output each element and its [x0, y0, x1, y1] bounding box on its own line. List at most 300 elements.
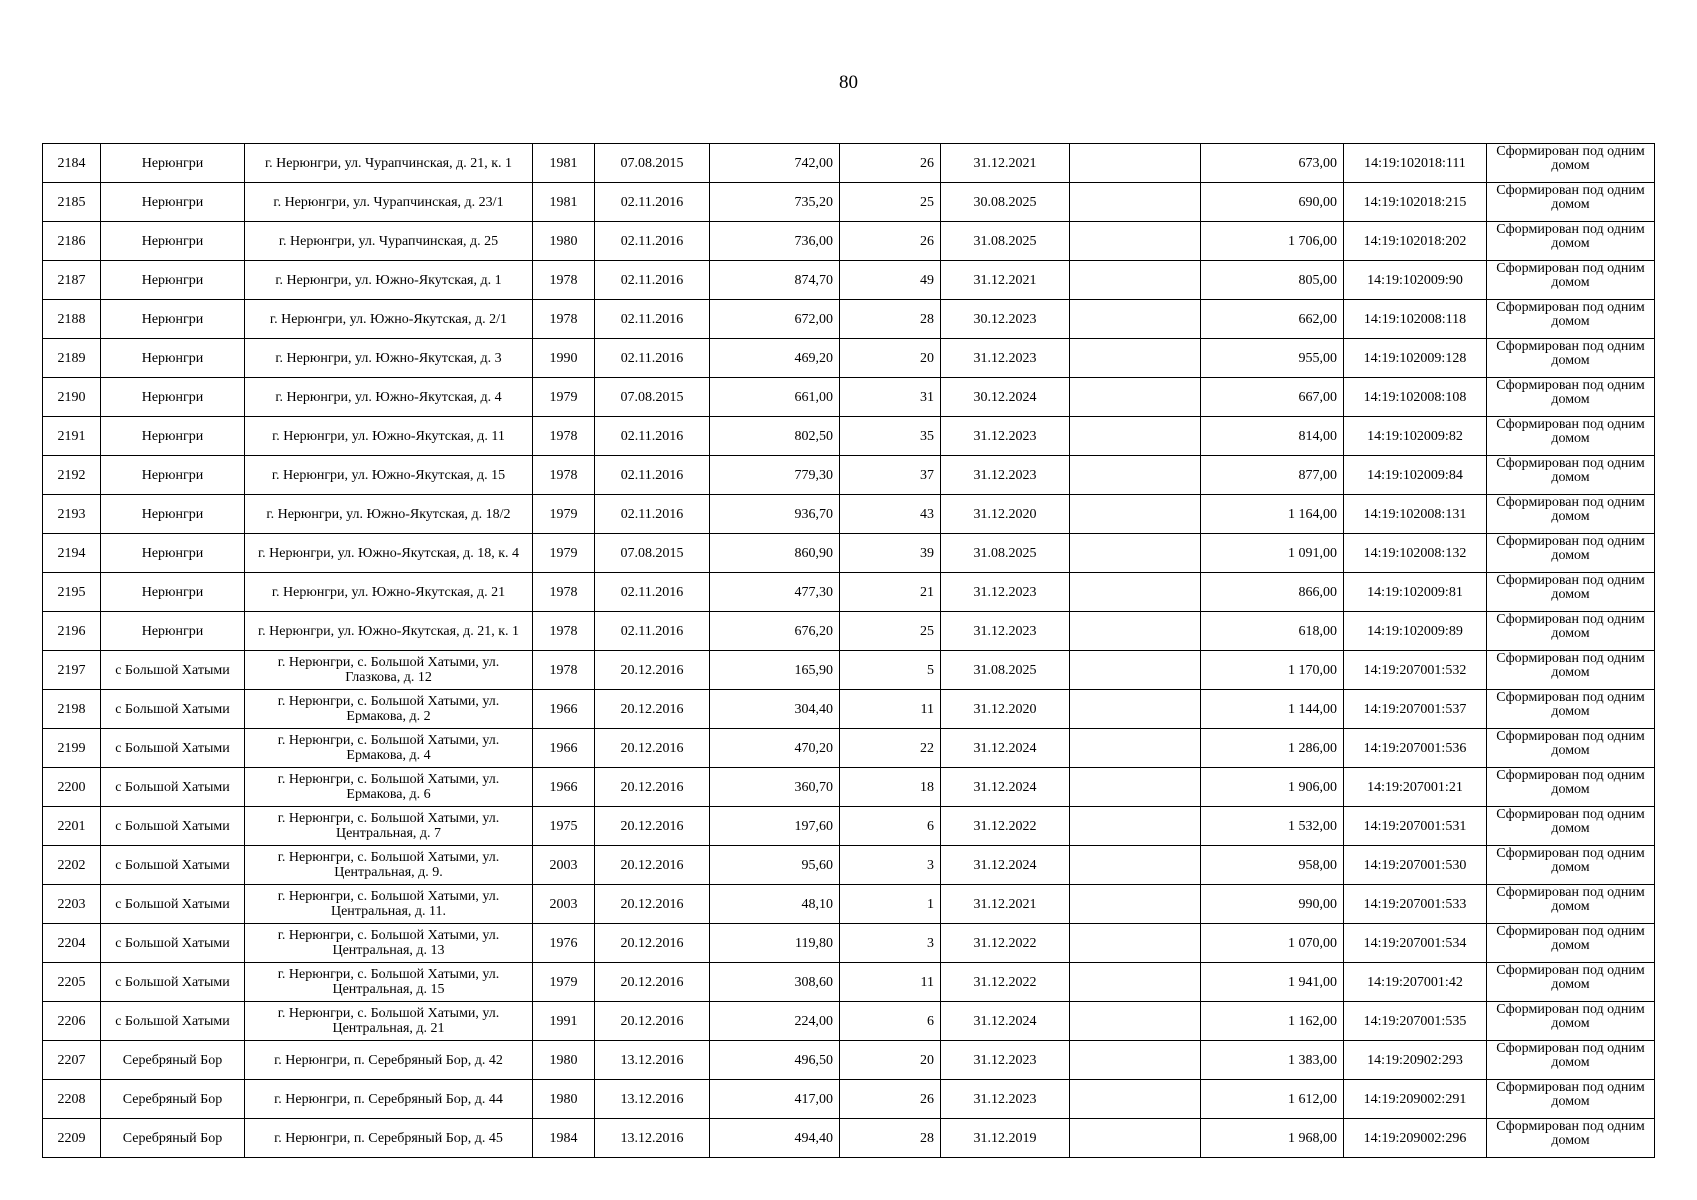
- table-row: [43, 924, 1655, 963]
- cell-count: 35: [840, 417, 941, 456]
- cell-empty: [1070, 534, 1201, 573]
- cell-status: Сформирован под одним домом: [1487, 885, 1655, 924]
- cell-locality: с Большой Хатыми: [101, 846, 245, 885]
- cell-number: 2185: [43, 183, 101, 222]
- cell-year: 1978: [533, 300, 595, 339]
- cell-count: 20: [840, 339, 941, 378]
- cell-cadastre: 14:19:207001:21: [1344, 768, 1487, 807]
- cell-area: 672,00: [710, 300, 840, 339]
- cell-status: Сформирован под одним домом: [1487, 222, 1655, 261]
- cell-status: Сформирован под одним домом: [1487, 1119, 1655, 1158]
- cell-date: 02.11.2016: [595, 417, 710, 456]
- cell-empty: [1070, 144, 1201, 183]
- cell-locality: Нерюнгри: [101, 339, 245, 378]
- cell-area: 119,80: [710, 924, 840, 963]
- table-row: [43, 768, 1655, 807]
- cell-count: 21: [840, 573, 941, 612]
- cell-locality: Нерюнгри: [101, 495, 245, 534]
- cell-deadline: 30.12.2024: [941, 378, 1070, 417]
- cell-empty: [1070, 651, 1201, 690]
- cell-deadline: 31.12.2021: [941, 144, 1070, 183]
- cell-cost: 805,00: [1201, 261, 1344, 300]
- cell-status: Сформирован под одним домом: [1487, 1080, 1655, 1119]
- cell-area: 470,20: [710, 729, 840, 768]
- cell-cost: 814,00: [1201, 417, 1344, 456]
- cell-cadastre: 14:19:102008:118: [1344, 300, 1487, 339]
- cell-cadastre: 14:19:207001:532: [1344, 651, 1487, 690]
- cell-date: 02.11.2016: [595, 183, 710, 222]
- cell-count: 5: [840, 651, 941, 690]
- cell-cost: 1 162,00: [1201, 1002, 1344, 1041]
- cell-deadline: 31.12.2023: [941, 612, 1070, 651]
- cell-area: 802,50: [710, 417, 840, 456]
- table-row: [43, 222, 1655, 261]
- cell-empty: [1070, 924, 1201, 963]
- cell-cost: 1 706,00: [1201, 222, 1344, 261]
- table-row: [43, 651, 1655, 690]
- cell-status: Сформирован под одним домом: [1487, 1041, 1655, 1080]
- cell-count: 18: [840, 768, 941, 807]
- cell-empty: [1070, 222, 1201, 261]
- cell-status: Сформирован под одним домом: [1487, 846, 1655, 885]
- cell-cadastre: 14:19:102008:132: [1344, 534, 1487, 573]
- cell-date: 02.11.2016: [595, 339, 710, 378]
- cell-cost: 990,00: [1201, 885, 1344, 924]
- cell-cost: 1 070,00: [1201, 924, 1344, 963]
- cell-address: г. Нерюнгри, п. Серебряный Бор, д. 42: [245, 1041, 533, 1080]
- cell-year: 1978: [533, 456, 595, 495]
- cell-year: 1979: [533, 534, 595, 573]
- cell-count: 49: [840, 261, 941, 300]
- cell-number: 2193: [43, 495, 101, 534]
- cell-date: 20.12.2016: [595, 963, 710, 1002]
- cell-deadline: 30.08.2025: [941, 183, 1070, 222]
- cell-deadline: 31.08.2025: [941, 651, 1070, 690]
- cell-cadastre: 14:19:102009:81: [1344, 573, 1487, 612]
- cell-empty: [1070, 768, 1201, 807]
- table-row: [43, 1080, 1655, 1119]
- cell-deadline: 31.12.2021: [941, 885, 1070, 924]
- cell-locality: с Большой Хатыми: [101, 729, 245, 768]
- cell-cost: 662,00: [1201, 300, 1344, 339]
- cell-address: г. Нерюнгри, ул. Южно-Якутская, д. 15: [245, 456, 533, 495]
- cell-area: 496,50: [710, 1041, 840, 1080]
- cell-status: Сформирован под одним домом: [1487, 300, 1655, 339]
- cell-year: 2003: [533, 885, 595, 924]
- table-row: [43, 144, 1655, 183]
- registry-body: [43, 144, 1655, 1158]
- cell-area: 477,30: [710, 573, 840, 612]
- cell-address: г. Нерюнгри, ул. Южно-Якутская, д. 21: [245, 573, 533, 612]
- cell-address: г. Нерюнгри, с. Большой Хатыми, ул. Центральная, д. 11.: [245, 885, 533, 924]
- cell-locality: Нерюнгри: [101, 456, 245, 495]
- table-row: [43, 729, 1655, 768]
- cell-status: Сформирован под одним домом: [1487, 417, 1655, 456]
- cell-number: 2186: [43, 222, 101, 261]
- cell-empty: [1070, 378, 1201, 417]
- cell-count: 3: [840, 924, 941, 963]
- cell-cadastre: 14:19:102009:128: [1344, 339, 1487, 378]
- cell-cost: 1 612,00: [1201, 1080, 1344, 1119]
- cell-cadastre: 14:19:102018:215: [1344, 183, 1487, 222]
- cell-address: г. Нерюнгри, с. Большой Хатыми, ул. Глазкова, д. 12: [245, 651, 533, 690]
- cell-empty: [1070, 846, 1201, 885]
- cell-empty: [1070, 963, 1201, 1002]
- cell-address: г. Нерюнгри, ул. Чурапчинская, д. 23/1: [245, 183, 533, 222]
- cell-empty: [1070, 807, 1201, 846]
- cell-locality: с Большой Хатыми: [101, 1002, 245, 1041]
- cell-empty: [1070, 300, 1201, 339]
- cell-cadastre: 14:19:207001:537: [1344, 690, 1487, 729]
- cell-address: г. Нерюнгри, ул. Чурапчинская, д. 21, к. 1: [245, 144, 533, 183]
- cell-year: 1966: [533, 690, 595, 729]
- cell-status: Сформирован под одним домом: [1487, 963, 1655, 1002]
- cell-locality: Нерюнгри: [101, 573, 245, 612]
- cell-count: 28: [840, 300, 941, 339]
- cell-cadastre: 14:19:102009:82: [1344, 417, 1487, 456]
- cell-address: г. Нерюнгри, с. Большой Хатыми, ул. Центральная, д. 21: [245, 1002, 533, 1041]
- cell-date: 20.12.2016: [595, 729, 710, 768]
- cell-cost: 1 906,00: [1201, 768, 1344, 807]
- cell-status: Сформирован под одним домом: [1487, 612, 1655, 651]
- cell-cost: 618,00: [1201, 612, 1344, 651]
- cell-date: 13.12.2016: [595, 1041, 710, 1080]
- cell-address: г. Нерюнгри, ул. Южно-Якутская, д. 1: [245, 261, 533, 300]
- cell-locality: Нерюнгри: [101, 612, 245, 651]
- cell-locality: Серебряный Бор: [101, 1080, 245, 1119]
- cell-cadastre: 14:19:207001:536: [1344, 729, 1487, 768]
- cell-locality: с Большой Хатыми: [101, 651, 245, 690]
- cell-count: 37: [840, 456, 941, 495]
- cell-cost: 673,00: [1201, 144, 1344, 183]
- cell-cadastre: 14:19:20902:293: [1344, 1041, 1487, 1080]
- cell-area: 308,60: [710, 963, 840, 1002]
- cell-area: 661,00: [710, 378, 840, 417]
- table-row: [43, 885, 1655, 924]
- cell-status: Сформирован под одним домом: [1487, 534, 1655, 573]
- cell-deadline: 31.12.2023: [941, 339, 1070, 378]
- cell-locality: Серебряный Бор: [101, 1041, 245, 1080]
- cell-locality: Нерюнгри: [101, 144, 245, 183]
- cell-count: 1: [840, 885, 941, 924]
- cell-year: 1978: [533, 417, 595, 456]
- cell-number: 2199: [43, 729, 101, 768]
- cell-deadline: 31.12.2022: [941, 924, 1070, 963]
- cell-year: 1980: [533, 1041, 595, 1080]
- cell-cadastre: 14:19:207001:42: [1344, 963, 1487, 1002]
- table-row: [43, 612, 1655, 651]
- cell-number: 2206: [43, 1002, 101, 1041]
- cell-status: Сформирован под одним домом: [1487, 573, 1655, 612]
- cell-deadline: 31.12.2023: [941, 456, 1070, 495]
- cell-number: 2208: [43, 1080, 101, 1119]
- cell-date: 02.11.2016: [595, 495, 710, 534]
- cell-empty: [1070, 339, 1201, 378]
- cell-year: 2003: [533, 846, 595, 885]
- cell-empty: [1070, 1002, 1201, 1041]
- cell-date: 13.12.2016: [595, 1119, 710, 1158]
- cell-date: 02.11.2016: [595, 300, 710, 339]
- cell-status: Сформирован под одним домом: [1487, 651, 1655, 690]
- cell-locality: с Большой Хатыми: [101, 963, 245, 1002]
- table-row: [43, 573, 1655, 612]
- cell-area: 494,40: [710, 1119, 840, 1158]
- cell-count: 26: [840, 222, 941, 261]
- cell-locality: Нерюнгри: [101, 300, 245, 339]
- cell-status: Сформирован под одним домом: [1487, 729, 1655, 768]
- cell-address: г. Нерюнгри, с. Большой Хатыми, ул. Ермакова, д. 6: [245, 768, 533, 807]
- cell-cadastre: 14:19:102008:108: [1344, 378, 1487, 417]
- cell-address: г. Нерюнгри, ул. Чурапчинская, д. 25: [245, 222, 533, 261]
- cell-cost: 1 286,00: [1201, 729, 1344, 768]
- cell-number: 2196: [43, 612, 101, 651]
- cell-year: 1990: [533, 339, 595, 378]
- cell-locality: Нерюнгри: [101, 378, 245, 417]
- cell-empty: [1070, 729, 1201, 768]
- cell-cost: 1 164,00: [1201, 495, 1344, 534]
- cell-cost: 1 144,00: [1201, 690, 1344, 729]
- cell-status: Сформирован под одним домом: [1487, 339, 1655, 378]
- cell-empty: [1070, 417, 1201, 456]
- cell-area: 742,00: [710, 144, 840, 183]
- cell-status: Сформирован под одним домом: [1487, 378, 1655, 417]
- cell-address: г. Нерюнгри, ул. Южно-Якутская, д. 2/1: [245, 300, 533, 339]
- cell-year: 1980: [533, 1080, 595, 1119]
- cell-year: 1979: [533, 963, 595, 1002]
- cell-cost: 690,00: [1201, 183, 1344, 222]
- cell-number: 2202: [43, 846, 101, 885]
- registry-table: [42, 143, 1655, 1158]
- cell-cost: 958,00: [1201, 846, 1344, 885]
- cell-status: Сформирован под одним домом: [1487, 690, 1655, 729]
- cell-cadastre: 14:19:102009:89: [1344, 612, 1487, 651]
- cell-number: 2201: [43, 807, 101, 846]
- cell-year: 1991: [533, 1002, 595, 1041]
- cell-number: 2198: [43, 690, 101, 729]
- cell-area: 469,20: [710, 339, 840, 378]
- cell-year: 1978: [533, 651, 595, 690]
- table-row: [43, 534, 1655, 573]
- table-row: [43, 963, 1655, 1002]
- cell-date: 20.12.2016: [595, 885, 710, 924]
- cell-empty: [1070, 885, 1201, 924]
- cell-year: 1976: [533, 924, 595, 963]
- cell-empty: [1070, 612, 1201, 651]
- cell-empty: [1070, 1119, 1201, 1158]
- cell-area: 779,30: [710, 456, 840, 495]
- cell-number: 2209: [43, 1119, 101, 1158]
- cell-empty: [1070, 1080, 1201, 1119]
- table-row: [43, 846, 1655, 885]
- cell-date: 02.11.2016: [595, 612, 710, 651]
- cell-cost: 955,00: [1201, 339, 1344, 378]
- cell-address: г. Нерюнгри, с. Большой Хатыми, ул. Центральная, д. 13: [245, 924, 533, 963]
- cell-year: 1966: [533, 729, 595, 768]
- cell-area: 736,00: [710, 222, 840, 261]
- cell-cost: 866,00: [1201, 573, 1344, 612]
- cell-year: 1978: [533, 612, 595, 651]
- table-row: [43, 456, 1655, 495]
- cell-deadline: 31.12.2023: [941, 1080, 1070, 1119]
- cell-count: 25: [840, 612, 941, 651]
- cell-deadline: 31.12.2022: [941, 807, 1070, 846]
- cell-cadastre: 14:19:102009:90: [1344, 261, 1487, 300]
- table-row: [43, 378, 1655, 417]
- cell-area: 304,40: [710, 690, 840, 729]
- cell-date: 07.08.2015: [595, 378, 710, 417]
- cell-date: 20.12.2016: [595, 690, 710, 729]
- cell-deadline: 31.12.2020: [941, 690, 1070, 729]
- cell-number: 2187: [43, 261, 101, 300]
- cell-year: 1980: [533, 222, 595, 261]
- cell-cost: 877,00: [1201, 456, 1344, 495]
- cell-count: 43: [840, 495, 941, 534]
- cell-date: 20.12.2016: [595, 768, 710, 807]
- table-row: [43, 183, 1655, 222]
- cell-count: 26: [840, 1080, 941, 1119]
- cell-empty: [1070, 495, 1201, 534]
- cell-locality: с Большой Хатыми: [101, 807, 245, 846]
- cell-area: 95,60: [710, 846, 840, 885]
- cell-status: Сформирован под одним домом: [1487, 144, 1655, 183]
- cell-date: 20.12.2016: [595, 1002, 710, 1041]
- cell-address: г. Нерюнгри, ул. Южно-Якутская, д. 11: [245, 417, 533, 456]
- cell-status: Сформирован под одним домом: [1487, 261, 1655, 300]
- cell-cost: 1 091,00: [1201, 534, 1344, 573]
- cell-number: 2195: [43, 573, 101, 612]
- cell-locality: Нерюнгри: [101, 183, 245, 222]
- table-row: [43, 495, 1655, 534]
- table-row: [43, 1119, 1655, 1158]
- cell-area: 165,90: [710, 651, 840, 690]
- cell-date: 20.12.2016: [595, 807, 710, 846]
- cell-year: 1979: [533, 495, 595, 534]
- cell-area: 874,70: [710, 261, 840, 300]
- cell-deadline: 31.12.2024: [941, 1002, 1070, 1041]
- cell-locality: Нерюнгри: [101, 417, 245, 456]
- cell-deadline: 31.12.2023: [941, 573, 1070, 612]
- cell-area: 417,00: [710, 1080, 840, 1119]
- cell-date: 02.11.2016: [595, 456, 710, 495]
- cell-locality: с Большой Хатыми: [101, 885, 245, 924]
- table-row: [43, 1002, 1655, 1041]
- cell-cost: 1 532,00: [1201, 807, 1344, 846]
- cell-date: 07.08.2015: [595, 534, 710, 573]
- cell-area: 360,70: [710, 768, 840, 807]
- cell-number: 2190: [43, 378, 101, 417]
- cell-status: Сформирован под одним домом: [1487, 183, 1655, 222]
- cell-empty: [1070, 573, 1201, 612]
- cell-area: 224,00: [710, 1002, 840, 1041]
- cell-date: 07.08.2015: [595, 144, 710, 183]
- cell-count: 39: [840, 534, 941, 573]
- cell-year: 1979: [533, 378, 595, 417]
- cell-deadline: 31.12.2024: [941, 846, 1070, 885]
- cell-year: 1981: [533, 183, 595, 222]
- cell-area: 860,90: [710, 534, 840, 573]
- cell-count: 11: [840, 963, 941, 1002]
- cell-deadline: 30.12.2023: [941, 300, 1070, 339]
- cell-empty: [1070, 456, 1201, 495]
- cell-year: 1984: [533, 1119, 595, 1158]
- cell-cadastre: 14:19:207001:533: [1344, 885, 1487, 924]
- cell-count: 31: [840, 378, 941, 417]
- cell-deadline: 31.12.2024: [941, 768, 1070, 807]
- cell-address: г. Нерюнгри, ул. Южно-Якутская, д. 21, к. 1: [245, 612, 533, 651]
- cell-address: г. Нерюнгри, п. Серебряный Бор, д. 44: [245, 1080, 533, 1119]
- cell-locality: с Большой Хатыми: [101, 768, 245, 807]
- table-row: [43, 417, 1655, 456]
- cell-cadastre: 14:19:102018:202: [1344, 222, 1487, 261]
- cell-number: 2204: [43, 924, 101, 963]
- cell-status: Сформирован под одним домом: [1487, 456, 1655, 495]
- cell-cadastre: 14:19:207001:534: [1344, 924, 1487, 963]
- cell-area: 676,20: [710, 612, 840, 651]
- cell-status: Сформирован под одним домом: [1487, 807, 1655, 846]
- cell-address: г. Нерюнгри, с. Большой Хатыми, ул. Ермакова, д. 4: [245, 729, 533, 768]
- cell-address: г. Нерюнгри, с. Большой Хатыми, ул. Центральная, д. 7: [245, 807, 533, 846]
- cell-count: 22: [840, 729, 941, 768]
- cell-locality: Серебряный Бор: [101, 1119, 245, 1158]
- cell-date: 02.11.2016: [595, 261, 710, 300]
- cell-date: 02.11.2016: [595, 573, 710, 612]
- cell-number: 2194: [43, 534, 101, 573]
- cell-number: 2184: [43, 144, 101, 183]
- table-row: [43, 300, 1655, 339]
- cell-deadline: 31.12.2024: [941, 729, 1070, 768]
- cell-count: 6: [840, 1002, 941, 1041]
- cell-address: г. Нерюнгри, с. Большой Хатыми, ул. Центральная, д. 9.: [245, 846, 533, 885]
- cell-deadline: 31.12.2021: [941, 261, 1070, 300]
- cell-deadline: 31.08.2025: [941, 222, 1070, 261]
- cell-address: г. Нерюнгри, ул. Южно-Якутская, д. 18/2: [245, 495, 533, 534]
- cell-cost: 1 968,00: [1201, 1119, 1344, 1158]
- cell-count: 3: [840, 846, 941, 885]
- cell-count: 20: [840, 1041, 941, 1080]
- cell-cost: 1 941,00: [1201, 963, 1344, 1002]
- cell-address: г. Нерюнгри, ул. Южно-Якутская, д. 4: [245, 378, 533, 417]
- cell-cost: 667,00: [1201, 378, 1344, 417]
- cell-status: Сформирован под одним домом: [1487, 1002, 1655, 1041]
- cell-empty: [1070, 690, 1201, 729]
- cell-status: Сформирован под одним домом: [1487, 495, 1655, 534]
- cell-cadastre: 14:19:209002:291: [1344, 1080, 1487, 1119]
- cell-date: 20.12.2016: [595, 651, 710, 690]
- cell-number: 2197: [43, 651, 101, 690]
- cell-deadline: 31.12.2019: [941, 1119, 1070, 1158]
- cell-date: 13.12.2016: [595, 1080, 710, 1119]
- cell-cadastre: 14:19:207001:530: [1344, 846, 1487, 885]
- cell-year: 1978: [533, 261, 595, 300]
- cell-cadastre: 14:19:102009:84: [1344, 456, 1487, 495]
- cell-count: 25: [840, 183, 941, 222]
- cell-year: 1978: [533, 573, 595, 612]
- cell-count: 6: [840, 807, 941, 846]
- page-number: 80: [839, 72, 858, 93]
- cell-number: 2200: [43, 768, 101, 807]
- cell-date: 20.12.2016: [595, 846, 710, 885]
- cell-count: 26: [840, 144, 941, 183]
- cell-deadline: 31.12.2023: [941, 417, 1070, 456]
- cell-deadline: 31.12.2020: [941, 495, 1070, 534]
- table-row: [43, 1041, 1655, 1080]
- cell-area: 735,20: [710, 183, 840, 222]
- cell-year: 1966: [533, 768, 595, 807]
- cell-area: 936,70: [710, 495, 840, 534]
- cell-deadline: 31.12.2022: [941, 963, 1070, 1002]
- cell-deadline: 31.12.2023: [941, 1041, 1070, 1080]
- cell-number: 2203: [43, 885, 101, 924]
